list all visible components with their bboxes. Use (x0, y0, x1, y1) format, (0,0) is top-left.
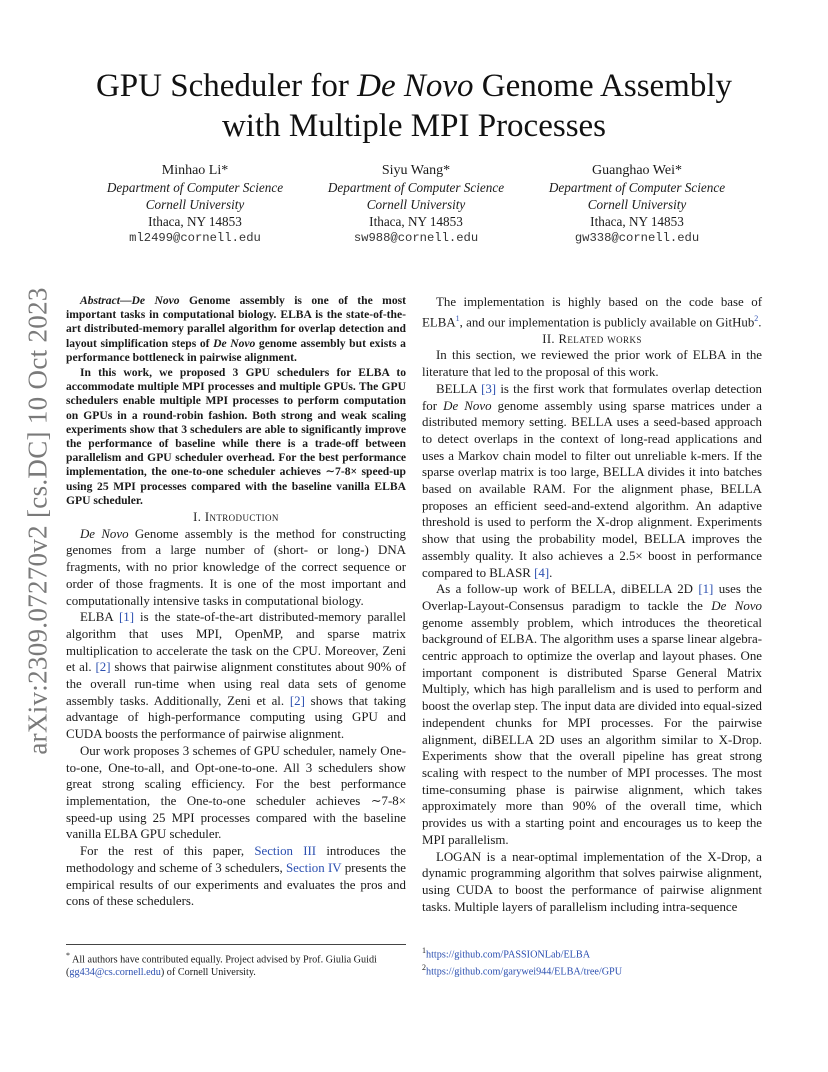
right-column (422, 294, 762, 915)
author-name: Guanghao Wei* (592, 163, 682, 178)
gpu-repo-link[interactable]: https://github.com/garywei944/ELBA/tree/GPU (426, 966, 623, 978)
author-name: Siyu Wang* (381, 163, 451, 178)
author-block (80, 162, 760, 252)
author-email[interactable]: ml2499@cornell.edu (129, 231, 261, 245)
author-2 (301, 162, 531, 247)
author-3 (522, 162, 752, 247)
author-university: Cornell University (145, 197, 245, 212)
citation-link[interactable]: [1] (118, 610, 134, 625)
intro-paragraph-2: ELBA [1] is the state-of-the-art distributed-memory parallel algorithm that uses MPI, OpenMP, and sparse matrix multiplication to accelerate the task on the CPU. Moreover, Zeni et al. [2] shows that pairwise alignment constitutes about 90% of the overall run-time when using real data sets of genome assembly tasks. Additionally, Zeni et al. [2] shows that taking advantage of high-performance computing using GPU and CUDA boosts the performance of pairwise alignment. (66, 610, 406, 742)
related-paragraph-4: LOGAN is a near-optimal implementation of the X-Drop, a dynamic programming algorithm that solves pairwise alignment, using CUDA to boost the performance of pairwise alignment tasks. Multiple layers of parallelism including intra-sequence (422, 849, 762, 914)
arxiv-identifier-text: arXiv:2309.07270v2 [cs.DC] 10 Oct 2023 (22, 287, 53, 755)
footnote-marker[interactable]: 2 (754, 313, 759, 323)
citation-link[interactable]: [1] (698, 582, 714, 597)
footnote-1: $^1$https://github.com/PASSIONLab/ELBA (422, 946, 591, 961)
section-link[interactable]: Section IV (286, 860, 342, 875)
author-university: Cornell University (587, 197, 687, 212)
related-paragraph-1: In this section, we reviewed the prior work of ELBA in the literature that led to the proposal of this work. (422, 348, 762, 380)
citation-link[interactable]: [2] (289, 693, 305, 708)
author-department: Department of Computer Science (327, 180, 505, 195)
implementation-paragraph: The implementation is highly based on the code base of ELBA$^1$, and our implementation is publicly available on GitHub$^2$. (422, 295, 762, 329)
arxiv-identifier (18, 286, 58, 756)
author-email[interactable]: sw988@cornell.edu (353, 231, 479, 245)
author-footnote: * All authors have contributed equally. Project advised by Prof. Giulia Guidi (gg434@cs.cornell.edu) of Cornell University. (66, 944, 406, 979)
footnote-2: $^2$https://github.com/garywei944/ELBA/tree/GPU (422, 963, 623, 978)
advisor-email-link[interactable]: gg434@cs.cornell.edu (69, 967, 161, 979)
paper-title (60, 66, 768, 146)
author-email[interactable]: gw338@cornell.edu (574, 231, 700, 245)
citation-link[interactable]: [4] (534, 565, 550, 580)
title-line-2: with Multiple MPI Processes (221, 108, 607, 144)
intro-paragraph-3: Our work proposes 3 schemes of GPU scheduler, namely One-to-one, One-to-all, and Opt-one-to-one. All 3 schedulers show great strong scaling efficiency. For the best performance implementation, the One-to-one scheduler achieves ∼7-8× speed-up using 25 MPI processes compared with the baseline vanilla ELBA GPU scheduler. (66, 743, 406, 842)
citation-link[interactable]: [2] (95, 660, 111, 675)
related-paragraph-2: BELLA [3] is the first work that formulates overlap detection for De Novo genome assembly using sparse matrices under a distributed memory setting. BELLA uses a seed-based approach to detect overlaps in the context of long-read applications and uses a Markov chain model to filter out unreliable k-mers. If the sparse overlap matrix is too large, BELLA divides it into batches based on available RAM. For the alignment phase, BELLA proposes an efficient seed-and-extend algorithm. An adaptive threshold is used to perform the X-drop alignment. Experiments show that using the probability model, BELLA improves the assembly quality. It also achieves a 2.5× boost in performance compared to BLASR [4]. (422, 381, 762, 580)
intro-paragraph-1: De Novo Genome assembly is the method for constructing genomes from a large number of (short- or long-) DNA fragments, with no prior knowledge of the correct sequence or order of those fragments. It is one of the most important and computationally intensive tasks in computational biology. (66, 526, 407, 608)
author-city: Ithaca, NY 14853 (590, 214, 684, 229)
section-heading-related-works: II. Related works (542, 331, 642, 346)
author-university: Cornell University (366, 197, 466, 212)
citation-link[interactable]: [3] (481, 381, 497, 396)
title-line-1: GPU Scheduler for De Novo Genome Assembly (95, 68, 733, 104)
url-footnotes (422, 944, 762, 979)
elba-repo-link[interactable]: https://github.com/PASSIONLab/ELBA (426, 949, 591, 961)
author-department: Department of Computer Science (548, 180, 726, 195)
abstract-paragraph-1: Abstract—De Novo Genome assembly is one of the most important tasks in computational biology. ELBA is the state-of-the-art distributed-memory parallel algorithm for overlap detection and layout simplification steps of De Novo genome assembly but exists a performance bottleneck in pairwise alignment. (66, 294, 406, 364)
author-1 (80, 162, 310, 247)
abstract-paragraph-2: In this work, we proposed 3 GPU schedulers for ELBA to accommodate multiple MPI processes and multiple GPUs. The GPU schedulers enable multiple MPI processes to perform computation on GPUs in a round-robin fashion. Both strong and weak scaling experiments show that 3 schedulers are able to significantly improve the performance of baseline while there is a trade-off between parallelism and GPU scheduler overhead. For the best performance implementation, the one-to-one scheduler achieves ∼7-8× speed-up using 25 MPI processes compared with the baseline vanilla ELBA GPU scheduler. (66, 366, 406, 507)
author-name: Minhao Li* (161, 163, 229, 178)
abstract (66, 294, 406, 508)
author-city: Ithaca, NY 14853 (148, 214, 242, 229)
related-paragraph-3: As a follow-up work of BELLA, diBELLA 2D [1] uses the Overlap-Layout-Consensus paradigm to tackle the De Novo genome assembly problem, which introduces the theoretical background of ELBA. The algorithm uses a sparse linear algebra-centric approach to optimize the overlap and layout phases. One important component is distributed Sparse General Matrix Multiply, which has high parallelism and is used to perform and boost the overlap step. The input data are divided into equal-sized independent chunks for MPI processes. For the pairwise alignment, diBELLA 2D uses an algorithm similar to X-Drop. Experiments show that the overall pipeline has great strong scaling with respect to the number of MPI processes. The most time-consuming phase is pairwise alignment, which takes approximately more than 90% of the overall time, which provides us with a starting point and encourages us to keep the MPI parallelism. (422, 582, 762, 847)
left-column (66, 294, 406, 910)
section-heading-introduction: I. Introduction (193, 510, 279, 525)
author-department: Department of Computer Science (106, 180, 284, 195)
intro-paragraph-4: For the rest of this paper, Section III introduces the methodology and scheme of 3 schedulers, Section IV presents the empirical results of our experiments and evaluates the pros and cons of these schedulers. (66, 844, 406, 909)
author-city: Ithaca, NY 14853 (369, 214, 463, 229)
section-link[interactable]: Section III (254, 844, 317, 859)
footnote-marker[interactable]: 1 (455, 313, 460, 323)
